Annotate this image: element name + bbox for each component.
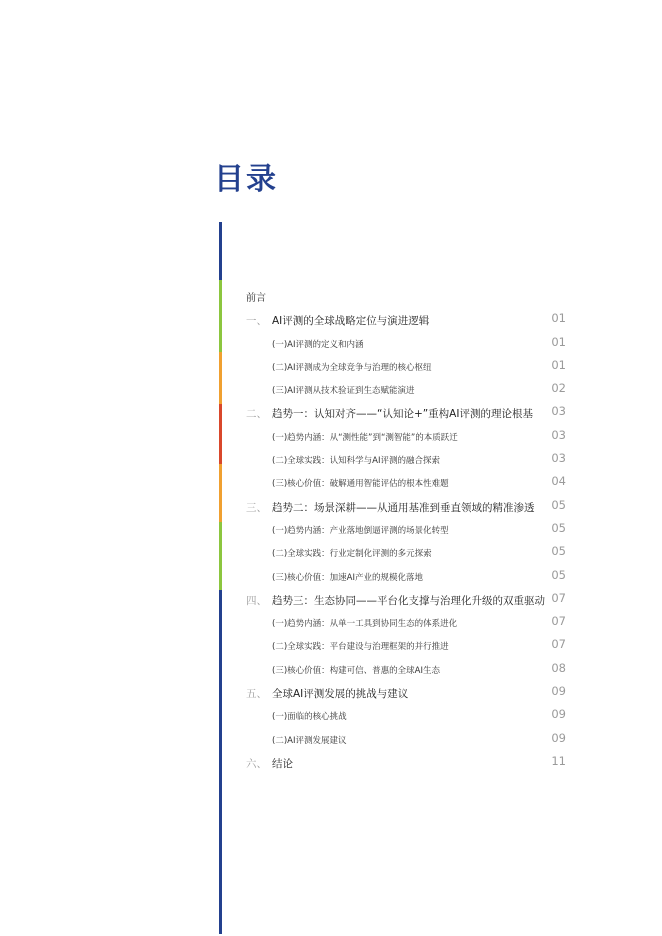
- toc-item-title: (二)全球实践：认知科学与AI评测的融合探索: [272, 456, 440, 467]
- toc-item-page: 01: [551, 334, 566, 349]
- toc-item-page: 07: [551, 614, 566, 629]
- toc-item-title: AI评测的全球战略定位与演进逻辑: [272, 315, 430, 328]
- bar-segment-blue-bottom: [219, 590, 222, 934]
- toc-item-number: 三、: [246, 501, 267, 514]
- toc-item-title: (一)趋势内涵：产业落地倒逼评测的场景化转型: [272, 525, 449, 536]
- toc-item-page: 02: [551, 381, 566, 396]
- toc-item-title: (二)AI评测成为全球竞争与治理的核心枢纽: [272, 362, 432, 373]
- toc-item-title: (二)全球实践：平台建设与治理框架的并行推进: [272, 642, 449, 653]
- toc-item-section-1[interactable]: [246, 310, 566, 333]
- toc-item-page: 05: [551, 497, 566, 512]
- toc-item-subsection[interactable]: [246, 660, 566, 683]
- toc-item-number: 六、: [246, 757, 267, 770]
- toc-item-subsection[interactable]: [246, 520, 566, 543]
- toc-item-subsection[interactable]: [246, 380, 566, 403]
- toc-item-title: (三)AI评测从技术验证到生态赋能演进: [272, 386, 415, 397]
- toc-item-page: 09: [551, 730, 566, 745]
- toc-item-page: 11: [551, 753, 566, 768]
- toc-item-page: 03: [551, 427, 566, 442]
- bar-segment-blue-top: [219, 222, 222, 280]
- toc-item-page: 01: [551, 357, 566, 372]
- toc-item-title: 趋势二：场景深耕——从通用基准到垂直领域的精准渗透: [272, 501, 535, 514]
- toc-item-section-5[interactable]: [246, 683, 566, 706]
- toc-item-page: 09: [551, 707, 566, 722]
- toc-item-page: 09: [551, 684, 566, 699]
- toc-item-page: 03: [551, 451, 566, 466]
- toc-item-subsection[interactable]: [246, 567, 566, 590]
- toc-item-title: (二)全球实践：行业定制化评测的多元探索: [272, 549, 432, 560]
- toc-item-title: (三)核心价值：破解通用智能评估的根本性难题: [272, 479, 449, 490]
- toc-item-page: 07: [551, 637, 566, 652]
- toc-item-section-6[interactable]: [246, 753, 566, 776]
- toc-item-title: (一)趋势内涵：从“测性能”到“测智能”的本质跃迁: [272, 432, 458, 443]
- toc-item-title: 结论: [272, 757, 293, 770]
- toc-item-preface[interactable]: [246, 287, 566, 310]
- bar-segment-green-2: [219, 522, 222, 590]
- toc-item-title: 趋势一：认知对齐——“认知论+”重构AI评测的理论根基: [272, 408, 533, 421]
- toc-item-title: (二)AI评测发展建议: [272, 735, 347, 746]
- table-of-contents: [246, 287, 566, 776]
- bar-segment-red: [219, 404, 222, 464]
- toc-item-subsection[interactable]: [246, 450, 566, 473]
- toc-item-page: 03: [551, 404, 566, 419]
- toc-item-page: 08: [551, 660, 566, 675]
- toc-item-subsection[interactable]: [246, 334, 566, 357]
- toc-item-page: 05: [551, 567, 566, 582]
- toc-item-section-3[interactable]: [246, 497, 566, 520]
- toc-item-subsection[interactable]: [246, 543, 566, 566]
- toc-item-title: (三)核心价值：构建可信、普惠的全球AI生态: [272, 665, 440, 676]
- toc-item-subsection[interactable]: [246, 357, 566, 380]
- toc-item-number: 四、: [246, 594, 267, 607]
- toc-item-number: 一、: [246, 315, 267, 328]
- toc-item-subsection[interactable]: [246, 427, 566, 450]
- toc-item-number: 五、: [246, 688, 267, 701]
- toc-item-title: (一)趋势内涵：从单一工具到协同生态的体系进化: [272, 619, 458, 630]
- toc-item-subsection[interactable]: [246, 636, 566, 659]
- toc-item-title: (一)面临的核心挑战: [272, 712, 347, 723]
- toc-item-title: (一)AI评测的定义和内涵: [272, 339, 364, 350]
- page-title: 目录: [214, 162, 278, 197]
- toc-item-page: 05: [551, 544, 566, 559]
- toc-item-title: 前言: [246, 293, 266, 304]
- toc-item-subsection[interactable]: [246, 706, 566, 729]
- bar-segment-orange-2: [219, 464, 222, 522]
- toc-item-section-4[interactable]: [246, 590, 566, 613]
- toc-item-subsection[interactable]: [246, 730, 566, 753]
- bar-segment-green: [219, 280, 222, 352]
- toc-item-page: 05: [551, 520, 566, 535]
- toc-item-subsection[interactable]: [246, 613, 566, 636]
- toc-item-page: 07: [551, 590, 566, 605]
- toc-item-page: 04: [551, 474, 566, 489]
- toc-item-section-2[interactable]: [246, 403, 566, 426]
- toc-item-title: (三)核心价值：加速AI产业的规模化落地: [272, 572, 423, 583]
- toc-item-number: 二、: [246, 408, 267, 421]
- toc-item-subsection[interactable]: [246, 473, 566, 496]
- toc-item-title: 趋势三：生态协同——平台化支撑与治理化升级的双重驱动: [272, 594, 545, 607]
- toc-item-page: 01: [551, 311, 566, 326]
- bar-segment-orange: [219, 352, 222, 404]
- toc-item-title: 全球AI评测发展的挑战与建议: [272, 688, 409, 701]
